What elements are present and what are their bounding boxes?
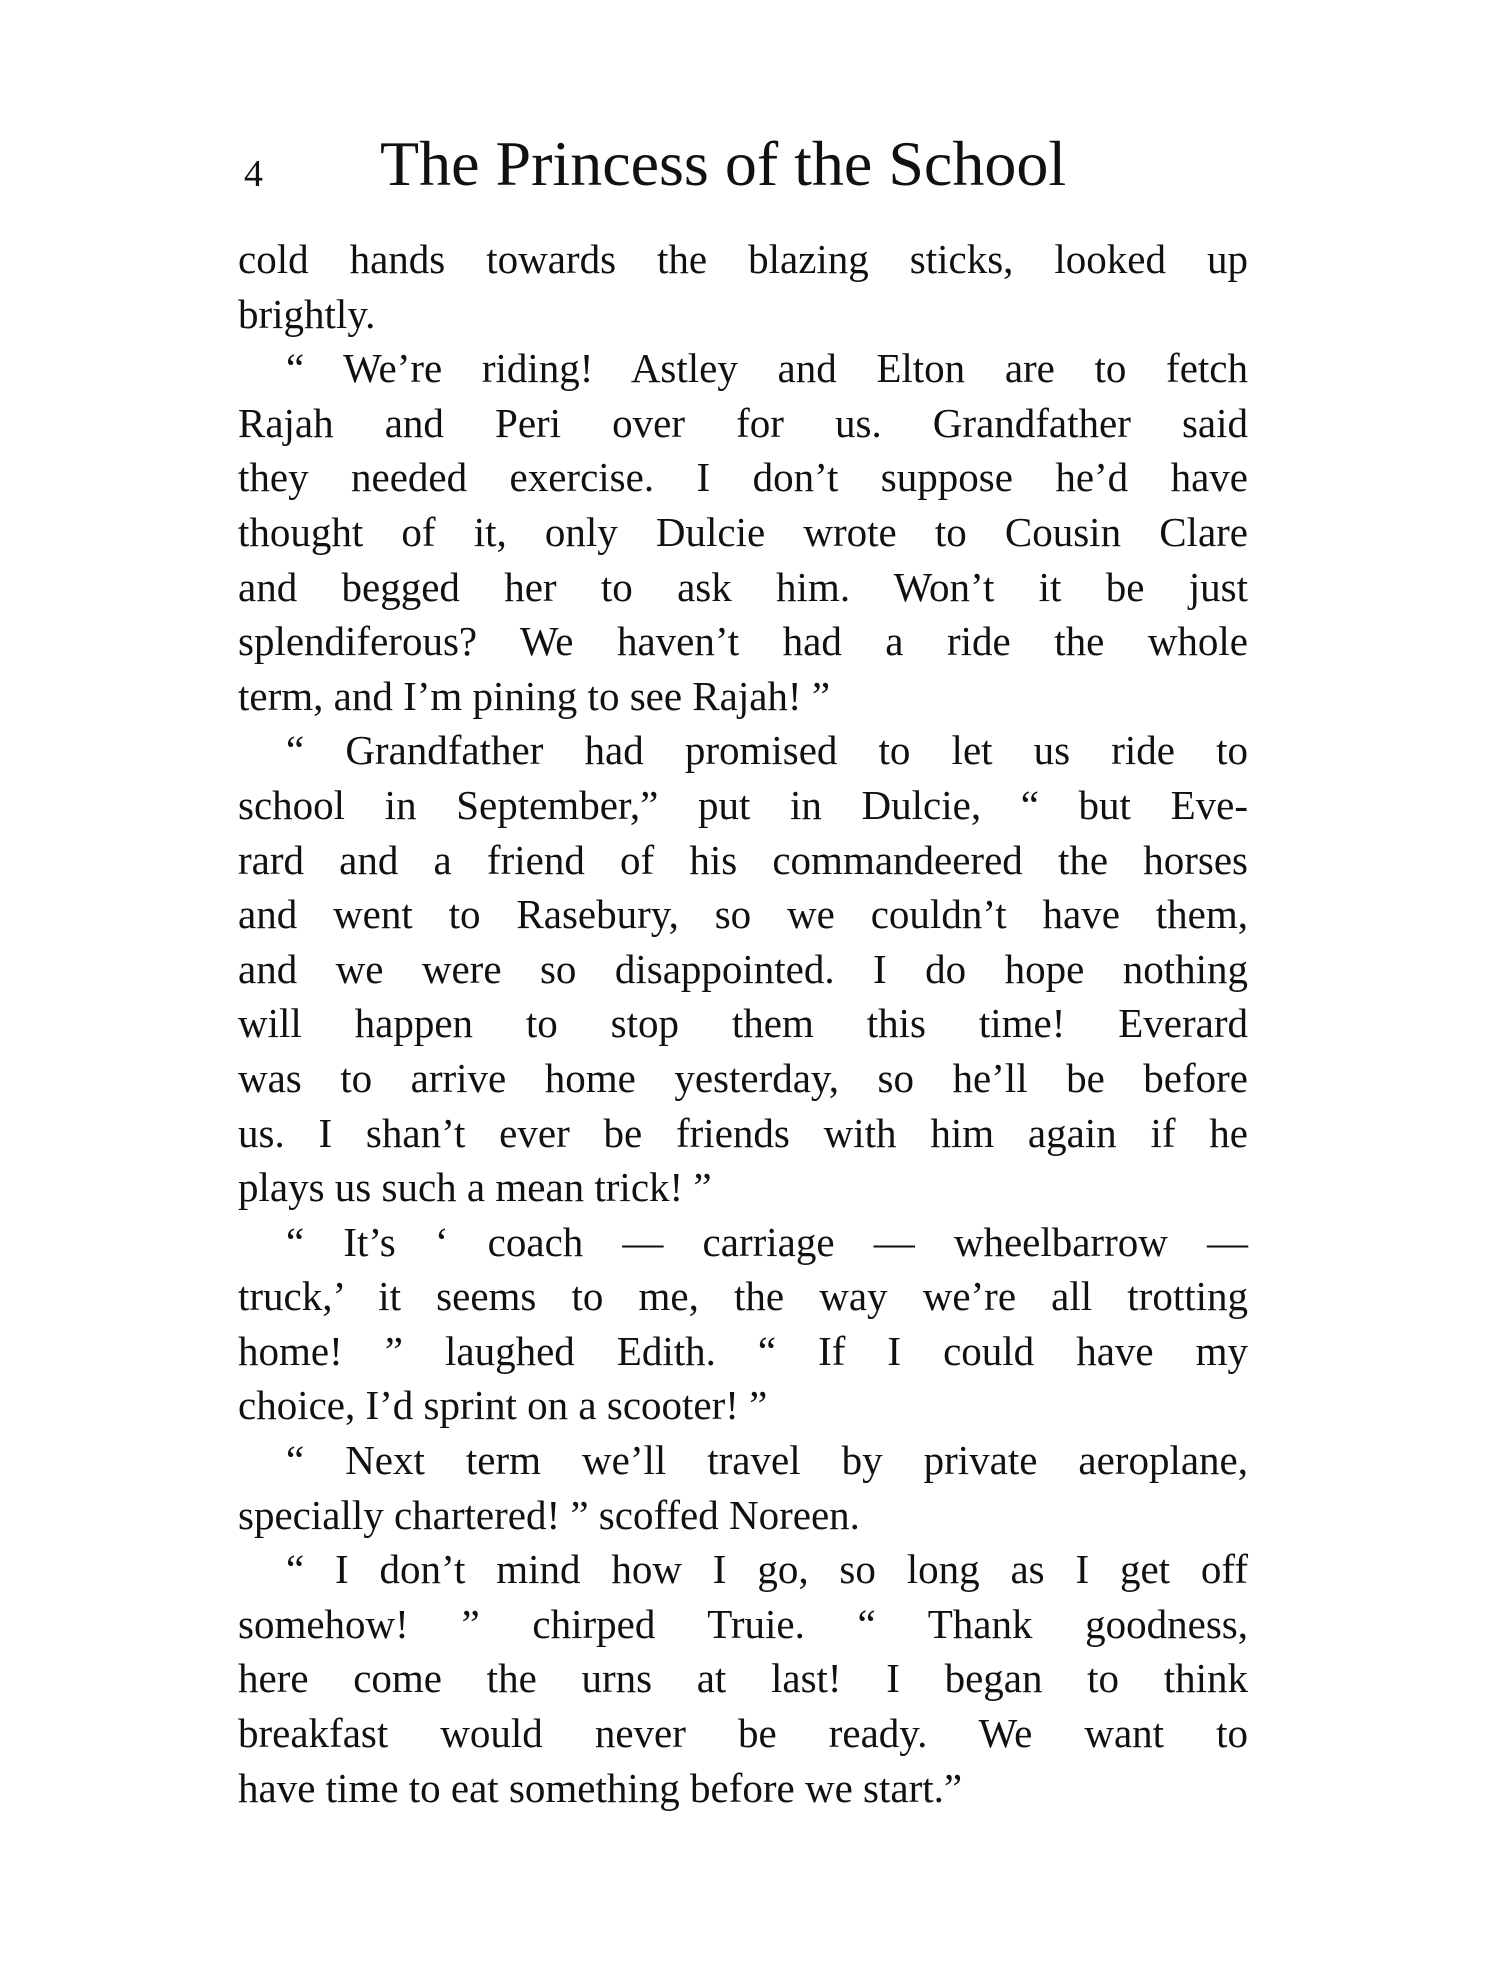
text-line: “ It’s ‘ coach — carriage — wheelbarrow —	[286, 1218, 1248, 1265]
text-line: was to arrive home yesterday, so he’ll be before	[238, 1054, 1248, 1101]
text-line: splendiferous? We haven’t had a ride the whole	[238, 618, 1248, 665]
text-line: cold hands towards the blazing sticks, looked up	[238, 236, 1248, 282]
text-line: “ Grandfather had promised to let us ride to	[286, 727, 1248, 774]
text-line: “ Next term we’ll travel by private aeroplane,	[286, 1437, 1248, 1484]
page-number: 4	[244, 153, 263, 195]
text-line: and we were so disappointed. I do hope nothing	[238, 945, 1248, 992]
running-title: The Princess of the School	[380, 128, 1067, 199]
text-line: truck,’ it seems to me, the way we’re all trotting	[238, 1273, 1248, 1320]
text-line: school in September,” put in Dulcie, “ but Eve-	[238, 781, 1248, 828]
text-line: and went to Rasebury, so we couldn’t have them,	[238, 891, 1248, 938]
text-line: “ I don’t mind how I go, so long as I get off	[286, 1546, 1248, 1593]
text-line: they needed exercise. I don’t suppose he’d have	[238, 454, 1248, 501]
page-header	[238, 128, 1248, 208]
text-line: Rajah and Peri over for us. Grandfather said	[238, 399, 1248, 446]
text-line: have time to eat something before we start.”	[238, 1764, 963, 1811]
text-line: rard and a friend of his commandeered the horses	[238, 836, 1248, 883]
body-text	[238, 232, 1248, 1815]
text-line: brightly.	[238, 290, 376, 337]
text-line: and begged her to ask him. Won’t it be just	[238, 563, 1248, 610]
text-line: specially chartered! ” scoffed Noreen.	[238, 1491, 860, 1538]
text-line: us. I shan’t ever be friends with him again if he	[238, 1109, 1248, 1156]
text-line: choice, I’d sprint on a scooter! ”	[238, 1382, 768, 1429]
text-line: somehow! ” chirped Truie. “ Thank goodness,	[238, 1600, 1248, 1647]
text-line: “ We’re riding! Astley and Elton are to fetch	[286, 345, 1248, 392]
text-line: will happen to stop them this time! Everard	[238, 1000, 1248, 1047]
text-line: term, and I’m pining to see Rajah! ”	[238, 672, 831, 719]
text-line: breakfast would never be ready. We want to	[238, 1710, 1248, 1757]
text-line: home! ” laughed Edith. “ If I could have my	[238, 1327, 1248, 1374]
text-line: thought of it, only Dulcie wrote to Cousin Clare	[238, 508, 1248, 555]
text-line: plays us such a mean trick! ”	[238, 1164, 712, 1211]
text-line: here come the urns at last! I began to think	[238, 1655, 1248, 1702]
